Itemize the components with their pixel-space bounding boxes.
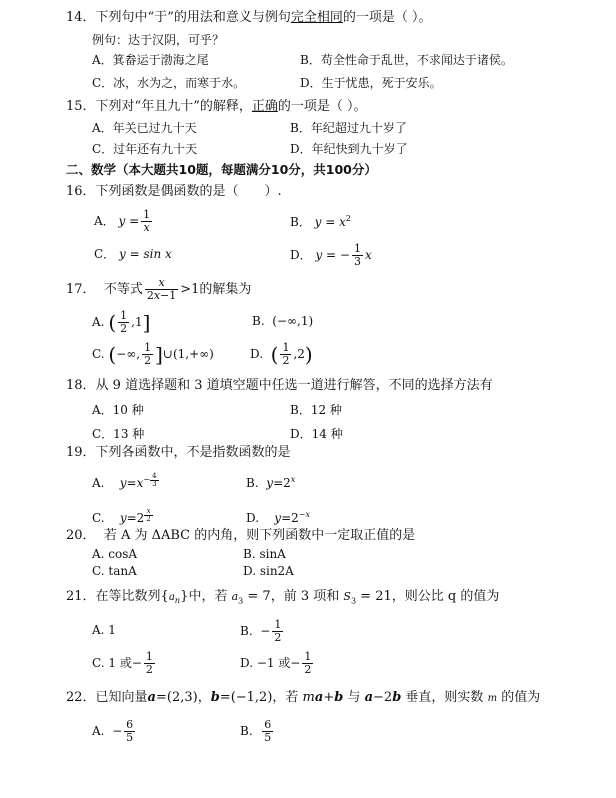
q14-option-a: A．箕畚运于渤海之尾 [92, 53, 209, 67]
q16-option-c: C． y = sin x [94, 247, 172, 261]
q19-option-a: A. $y=x^{- \frac{4}{3}}$ [92, 471, 157, 490]
q22-option-a: A. − $\frac{6}{5}$ [92, 718, 134, 744]
q14-example: 例句：达于汉阴，可乎？ [92, 33, 225, 47]
q19-option-b: B. $y=2^x$ [246, 475, 296, 490]
q21-stem: 21．在等比数列$\{a_n\}$中，若 $a_3 = 7$，前 3 项和 $S_3 = 21$，则公比 q 的值为 [66, 589, 500, 606]
q18-option-d: D．14 种 [290, 427, 343, 441]
q15-stem: 15．下列对“年且九十”的解释，正确的一项是（ ）。 [66, 99, 367, 114]
q14-option-b: B．苟全性命于乱世，不求闻达于诸侯。 [300, 53, 513, 67]
q18-option-a: A．10 种 [92, 403, 144, 417]
q21-option-b: B. − $\frac{1}{2}$ [240, 618, 282, 644]
section-heading: 二、数学（本大题共10题，每题满分10分，共100分） [66, 162, 377, 177]
q21-option-d: D. −1 或− $\frac{1}{2}$ [240, 650, 312, 676]
q15-option-b: B．年纪超过九十岁了 [290, 121, 407, 135]
q15-option-a: A．年关已过九十天 [92, 121, 197, 135]
q19-option-d: D. $y=2^{-x}$ [246, 510, 310, 525]
q20-option-b: B. sinA [243, 547, 286, 561]
q18-stem: 18．从 9 道选择题和 3 道填空题中任选一道进行解答，不同的选择方法有 [66, 378, 493, 393]
q22-stem: 22．已知向量a=(2,3)，b=(−1,2)，若 ma+b 与 a−2b 垂直，则实数 m 的值为 [66, 690, 541, 705]
q20-stem: 20． 若 A 为 ΔABC 的内角，则下列函数中一定取正值的是 [66, 528, 416, 543]
q16-stem: 16．下列函数是偶函数的是（ ）. [66, 184, 282, 199]
q17-option-d: D. ( $\frac{1}{2}$ ,2) [250, 341, 313, 367]
q14-option-c: C．冰，水为之，而寒于水。 [92, 76, 246, 90]
q16-option-a: A． y = $\frac{1}{x}$ [94, 208, 151, 234]
q17-option-b: B. (−∞,1) [252, 314, 314, 328]
q18-option-b: B．12 种 [290, 403, 342, 417]
q21-option-c: C. 1 或− $\frac{1}{2}$ [92, 650, 153, 676]
q19-option-c: C. y=2 $^{\frac{x}{2}}$ [92, 506, 151, 525]
q20-option-c: C. tanA [92, 564, 137, 578]
q17-stem: 17． 不等式 $\frac{x}{2x-1}$ >1的解集为 [66, 276, 252, 302]
q20-option-d: D. sin2A [243, 564, 294, 578]
q15-option-c: C．过年还有九十天 [92, 142, 198, 156]
q16-option-d: D． y = − $\frac{1}{3}$ x [290, 242, 372, 268]
q15-option-d: D．年纪快到九十岁了 [290, 142, 408, 156]
q18-option-c: C．13 种 [92, 427, 145, 441]
q14-stem: 14．下列句中“于”的用法和意义与例句完全相同的一项是（ ）。 [66, 10, 432, 25]
q19-stem: 19．下列各函数中，不是指数函数的是 [66, 445, 291, 460]
q16-option-b: B． $y = x^2$ [290, 214, 351, 229]
q20-option-a: A. cosA [92, 547, 138, 561]
q17-option-a: A. ( $\frac{1}{2}$ ,1] [92, 309, 151, 335]
q21-option-a: A. 1 [92, 623, 116, 637]
q22-option-b: B. $\frac{6}{5}$ [240, 718, 272, 744]
q14-option-d: D．生于忧患，死于安乐。 [300, 76, 442, 90]
q17-option-c: C. (−∞, $\frac{1}{2}$ ]∪(1,+∞) [92, 341, 214, 367]
